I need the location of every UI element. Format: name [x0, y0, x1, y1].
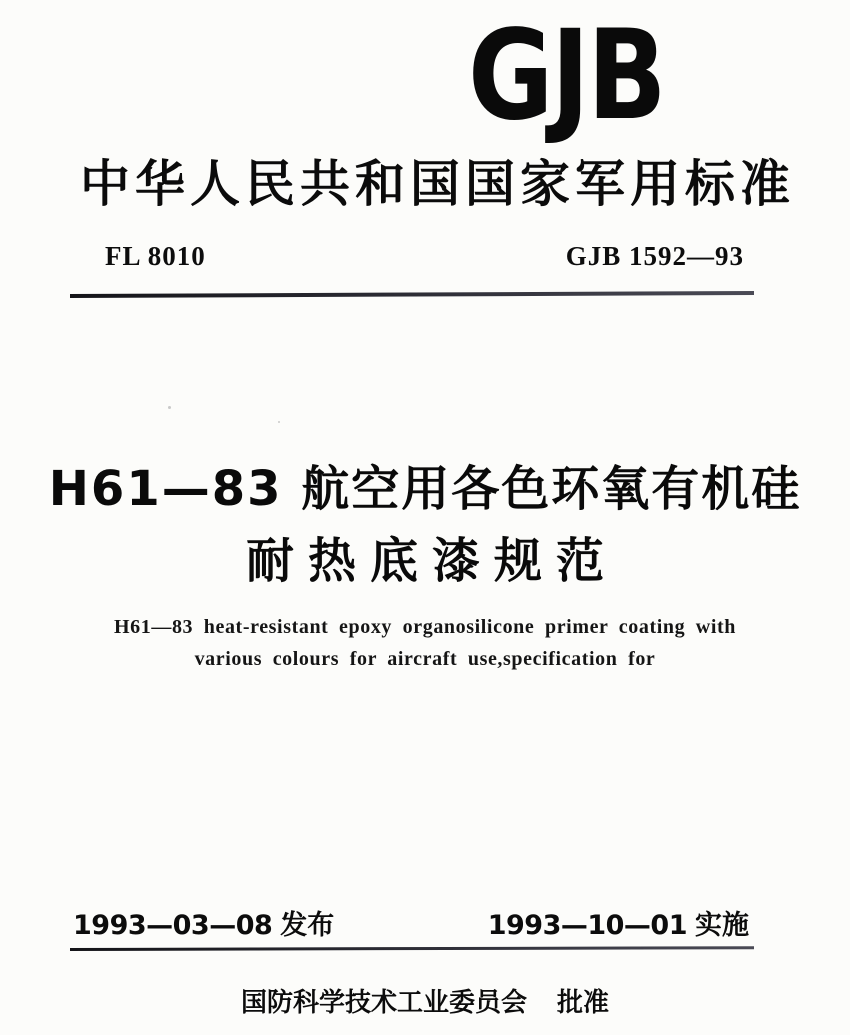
implement-date-group [488, 903, 749, 942]
scan-speck [278, 421, 280, 423]
issue-date: 1993—03—08 [73, 910, 273, 941]
scan-speck [168, 406, 171, 409]
issue-label: 发布 [280, 910, 335, 941]
approval-label: 批准 [557, 988, 610, 1018]
gjb-logo: GJB [468, 4, 665, 148]
dates-row [0, 903, 850, 939]
issue-date-group [73, 903, 334, 942]
footer-rule [70, 946, 754, 951]
standard-number: GJB 1592—93 [565, 241, 744, 271]
implement-label: 实施 [695, 910, 749, 941]
standard-type-heading: 中华人民共和国国家军用标准 [80, 154, 795, 213]
title-en-line2: various colours for aircraft use,specification for [194, 648, 656, 670]
doc-number-row [0, 241, 850, 275]
title-zh-line1: H61—83 航空用各色环氧有机硅 [48, 461, 802, 517]
implement-date: 1993—10—01 [487, 910, 687, 941]
approval-org: 国防科学技术工业委员会 [240, 988, 527, 1018]
classification-code: FL 8010 [105, 241, 206, 271]
title-zh-line2: 耐热底漆规范 [245, 533, 618, 589]
approval-row [0, 982, 850, 1019]
title-en-line1: H61—83 heat-resistant epoxy organosilicone primer coating with [114, 616, 736, 638]
header-rule [70, 291, 754, 298]
